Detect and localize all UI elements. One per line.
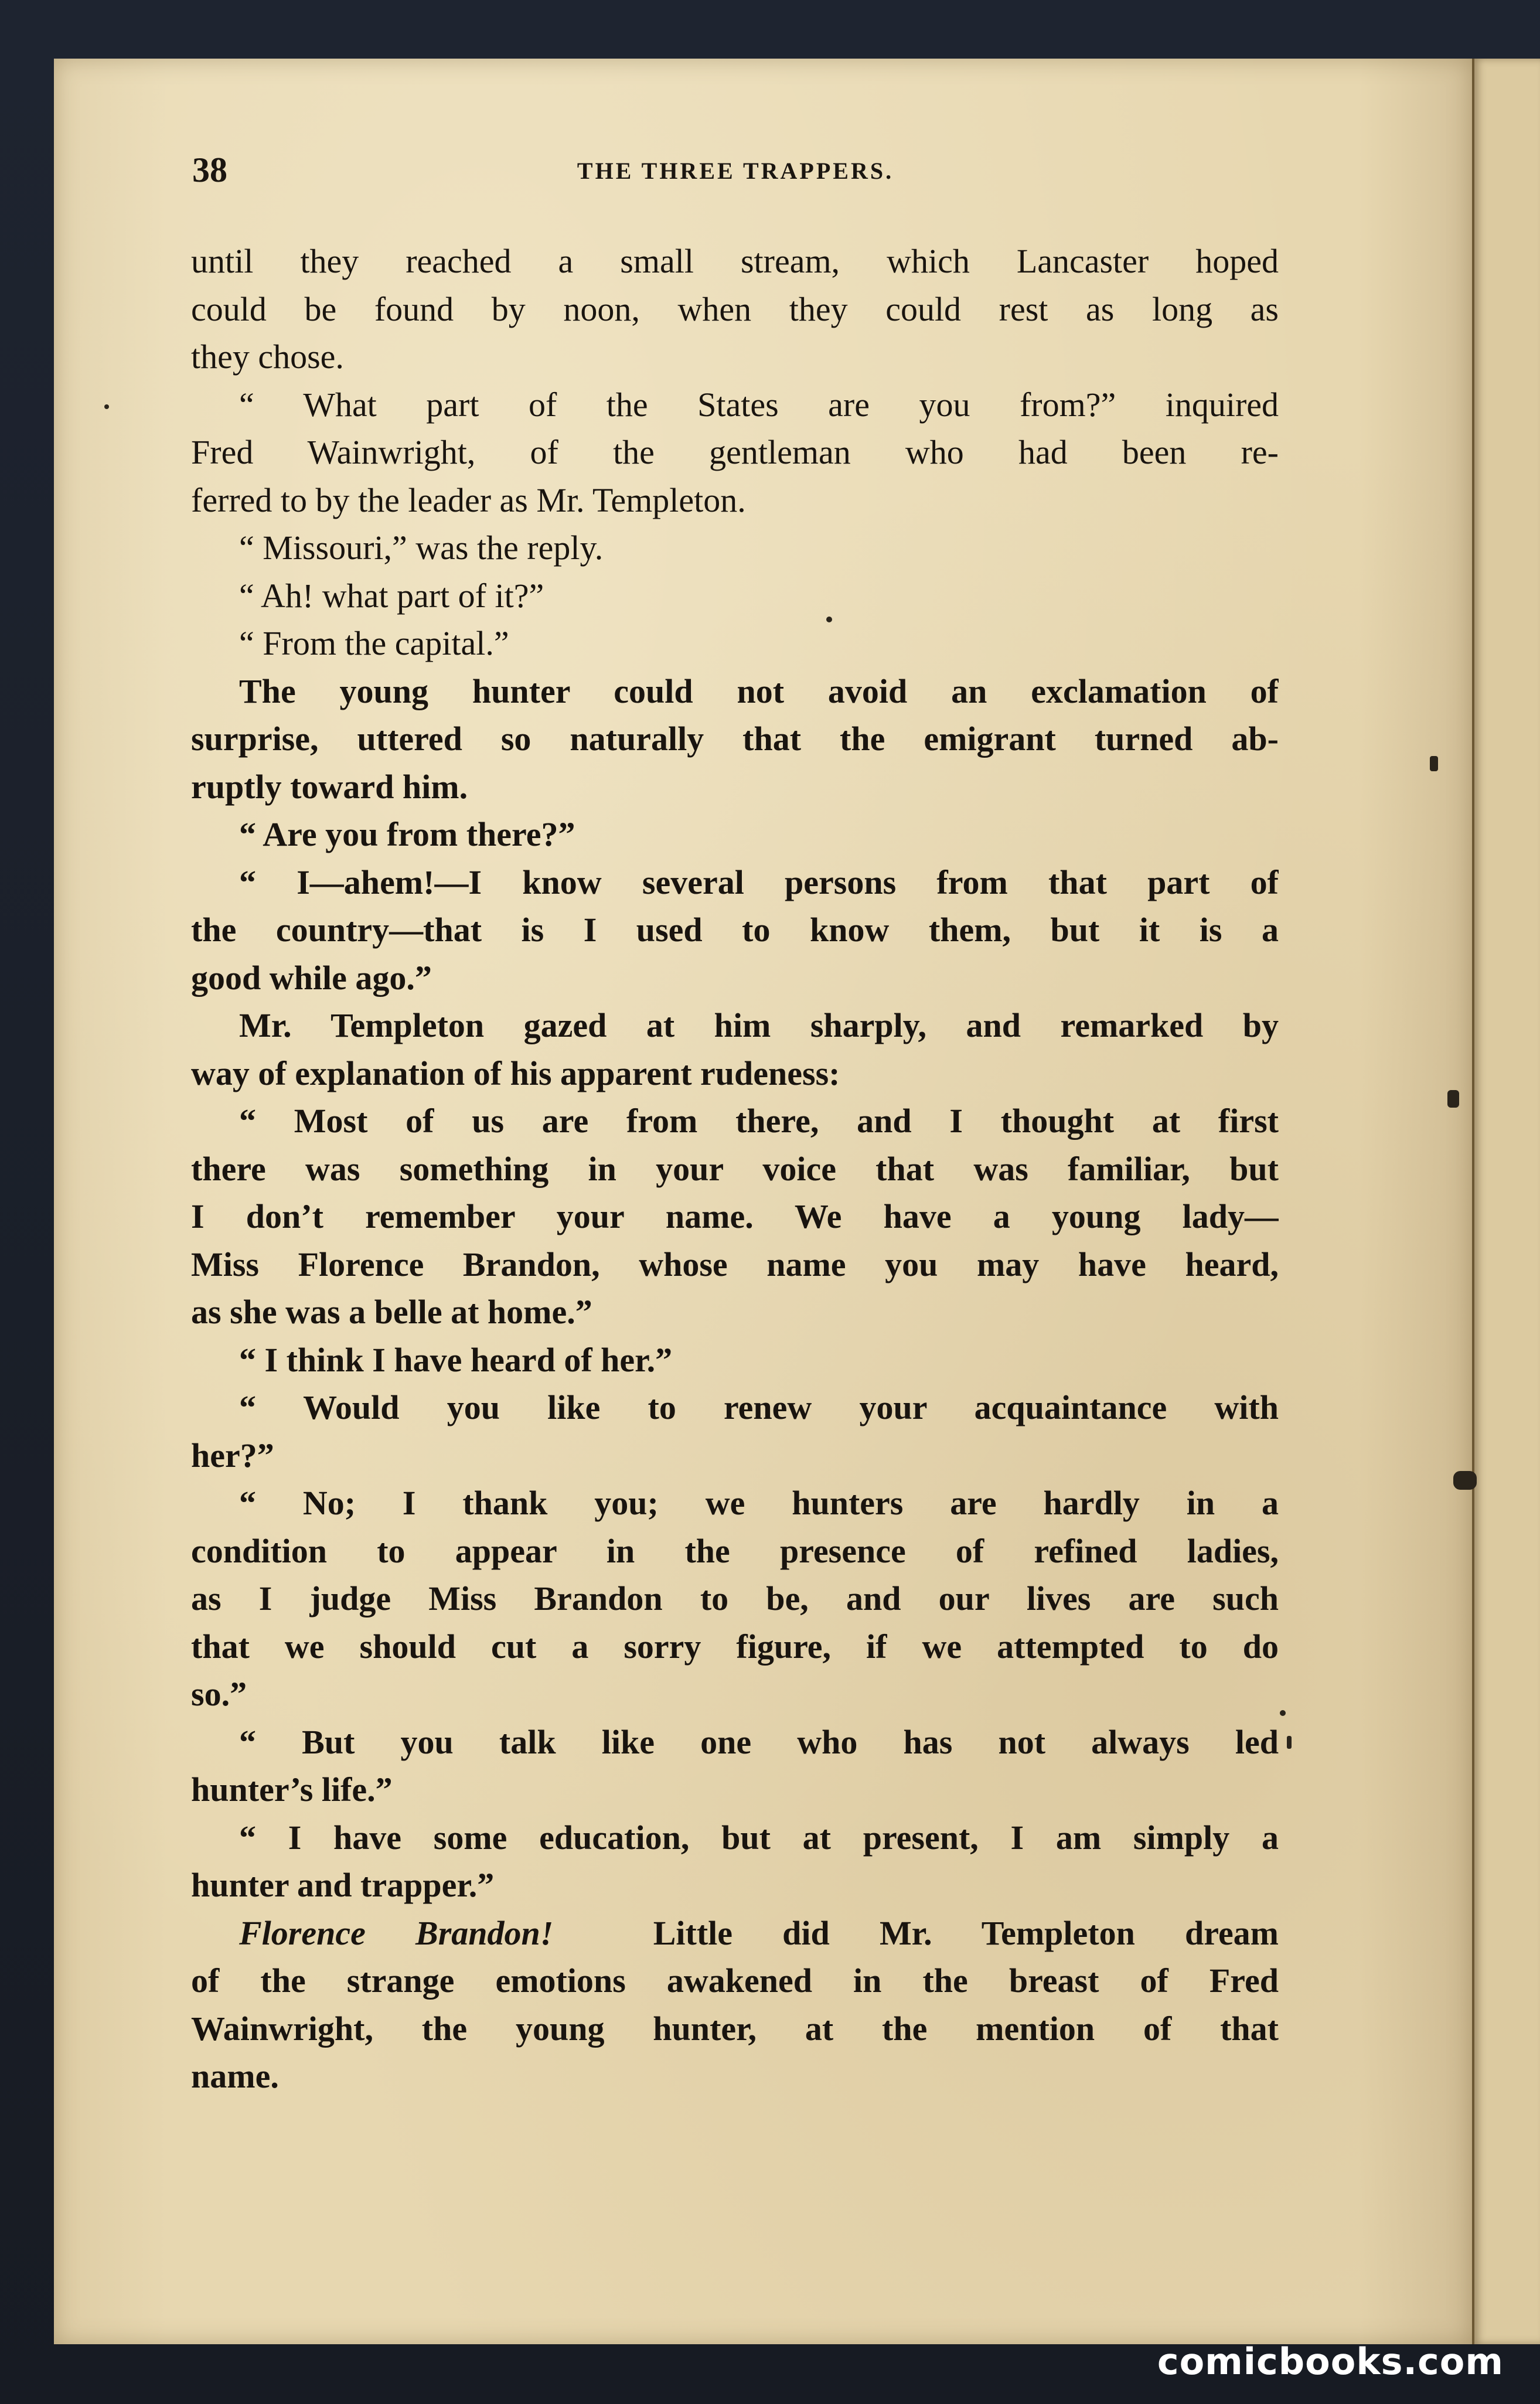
text-line: the country—that is I used to know them, but it is a	[191, 911, 1279, 949]
text-line: Wainwright, the young hunter, at the mention of that	[191, 2009, 1279, 2048]
text-line: “ But you talk like one who has not always led	[239, 1722, 1279, 1761]
text-line-rest: Little did Mr. Templeton dream	[653, 1913, 1279, 1952]
text-line: “ Most of us are from there, and I thought at first	[239, 1102, 1279, 1140]
text-line: until they reached a small stream, which Lancaster hoped	[191, 242, 1279, 280]
text-line: there was something in your voice that was familiar, but	[191, 1149, 1279, 1188]
text-line: Fred Wainwright, of the gentleman who had been re-	[191, 433, 1279, 471]
ink-speck	[1447, 1090, 1459, 1108]
text-line: The young hunter could not avoid an exclamation of	[239, 672, 1279, 710]
italic-name: Florence Brandon!	[239, 1913, 554, 1952]
text-line: “ Missouri,” was the reply.	[239, 529, 604, 567]
text-line: they chose.	[191, 338, 344, 376]
text-line: I don’t remember your name. We have a young lady—	[191, 1197, 1279, 1235]
text-line: her?”	[191, 1436, 274, 1475]
text-line: way of explanation of his apparent rudeness:	[191, 1054, 840, 1092]
text-line: “ From the capital.”	[239, 624, 509, 662]
body-text	[191, 237, 1279, 2113]
text-line: surprise, uttered so naturally that the emigrant turned ab-	[191, 720, 1279, 758]
text-line: hunter’s life.”	[191, 1770, 393, 1809]
page-number: 38	[192, 151, 227, 189]
text-line: Mr. Templeton gazed at him sharply, and remarked by	[239, 1006, 1279, 1044]
watermark-text: comicbooks.com	[1157, 2340, 1504, 2383]
text-line: ruptly toward him.	[191, 767, 468, 806]
running-head	[192, 145, 1279, 198]
text-line: ferred to by the leader as Mr. Templeton.	[191, 481, 746, 519]
text-line: “ What part of the States are you from?” inquired	[239, 385, 1279, 424]
text-line-with-italic-lead	[191, 1909, 1279, 1957]
text-line: that we should cut a sorry figure, if we attempted to do	[191, 1627, 1279, 1666]
text-line: good while ago.”	[191, 958, 432, 997]
running-title: THE THREE TRAPPERS.	[577, 158, 894, 184]
text-line: so.”	[191, 1675, 247, 1713]
text-line: name.	[191, 2057, 279, 2095]
text-line: “ Would you like to renew your acquaintance with	[239, 1388, 1279, 1426]
text-line: condition to appear in the presence of refined ladies,	[191, 1531, 1279, 1570]
text-line: hunter and trapper.”	[191, 1866, 495, 1904]
ink-speck	[104, 404, 109, 409]
ink-speck	[1287, 1736, 1292, 1749]
text-line: Miss Florence Brandon, whose name you may have heard,	[191, 1245, 1279, 1283]
text-line: of the strange emotions awakened in the breast of Fred	[191, 1962, 1279, 2000]
text-line: as I judge Miss Brandon to be, and our lives are such	[191, 1579, 1279, 1618]
text-line: “ I think I have heard of her.”	[239, 1340, 673, 1379]
ink-speck	[1453, 1471, 1477, 1490]
ink-speck	[826, 617, 832, 622]
text-line: “ I—ahem!—I know several persons from that part of	[239, 863, 1279, 901]
ink-speck	[1430, 756, 1438, 771]
text-line: “ I have some education, but at present, I am simply a	[239, 1818, 1279, 1857]
text-line: “ No; I thank you; we hunters are hardly in a	[239, 1484, 1279, 1522]
text-line: as she was a belle at home.”	[191, 1293, 592, 1331]
text-line: “ Are you from there?”	[239, 815, 575, 853]
text-line: could be found by noon, when they could rest as long as	[191, 290, 1279, 328]
facing-page-edge	[1472, 59, 1540, 2344]
text-line: “ Ah! what part of it?”	[239, 576, 544, 615]
ink-speck	[1280, 1710, 1286, 1716]
